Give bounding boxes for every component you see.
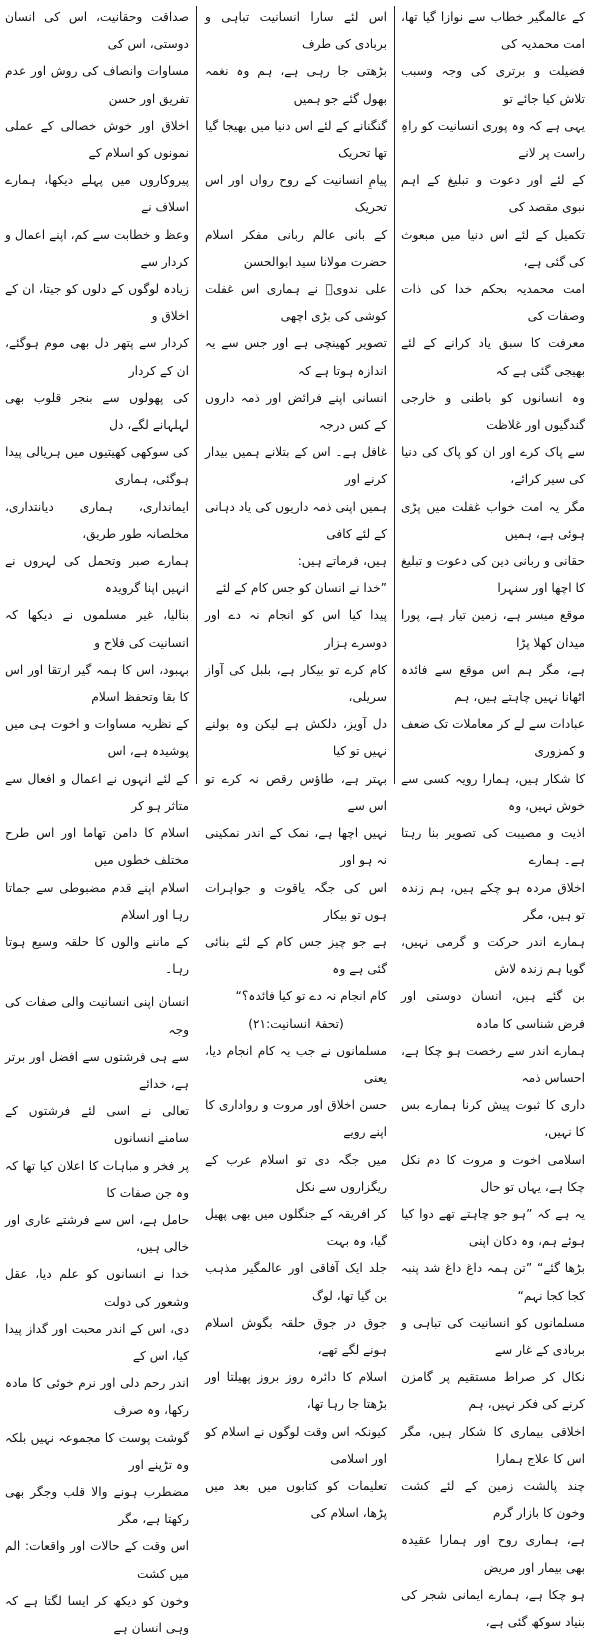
paragraph: کے عالمگیر خطاب سے نوازا گیا تھا، امت محمدیہ کی فضیلت و برتری کی وجہ وسبب تلاش کیا جائے تو یہی ہے کہ وہ پوری انسانیت کو راہِ راست پر لانے کے لئے اور دعوت و تبلیغ کے اہم نبوی مقصد کی تکمیل کے لئے اس دنیا میں مبعوث کی گئی ہے، امت محمدیہ بحکم خدا کی ذات وصفات کی معرفت کا سبق یاد کرانے کے لئے بھیجی گئی ہے کہ وہ انسانوں کو باطنی و خارجی گندگیوں اور غلاظت سے پاک کرے اور ان کو پاک کی دنیا کی سیر کرائے، مگر یہ امت خواب غفلت میں پڑی ہوئی ہے، ہمیں حقانی و ربانی دین کی دعوت و تبلیغ کا اچھا اور سنہرا موقع میسر ہے، زمین تیار ہے، پورا میدان کھلا پڑا ہے، مگر ہم اس موقع سے فائدہ اٹھانا نہیں چاہتے ہیں، ہم عبادات سے لے کر معاملات تک ضعف و کمزوری کا شکار ہیں، ہمارا رویہ کسی سے خوش نہیں، وہ اذیت و مصیبت کی تصویر بنا رہتا ہے۔ ہمارے اخلاق مردہ ہو چکے ہیں، ہم زندہ تو ہیں، مگر ہمارے اندر حرکت و گرمی نہیں، گویا ہم زندہ لاش بن گئے ہیں، انسان دوستی اور فرض شناسی کا مادہ ہمارے اندر سے رخصت ہو چکا ہے، احساس ذمہ داری کا ثبوت پیش کرنا ہمارے بس کا نہیں، اسلامی اخوت و مروت کا دم نکل چکا ہے، یہاں تو حال یہ ہے کہ ”ہو جو چاہتے تھے دوا کیا ہوئے ہم، وہ دکان اپنی بڑھا گئے“ ”تن ہمہ داغ داغ شد پنبہ کجا کجا نہم“ مسلمانوں کو انسانیت کی تباہی و بربادی کے غار سے نکال کر صراط مستقیم پر گامزن کرنے کی فکر نہیں، ہم اخلاقی بیماری کا شکار ہیں، مگر اس کا علاج ہمارا چند پالشت زمین کے لئے کشت وخون کا بازار گرم ہے، ہماری روح اور ہمارا عقیدہ بھی بیمار اور مریض ہو چکا ہے، ہمارے ایمانی شجر کی بنیاد سوکھ گئی ہے، xyxy=(401,10,585,1629)
column-middle xyxy=(202,4,390,1521)
column-right xyxy=(398,4,588,1629)
column-divider xyxy=(394,6,395,784)
quote-citation: (تحفۂ انسانیت:۲۱) xyxy=(248,1016,344,1031)
paragraph: انسان اپنی انسانیت والی صفات کی وجہ سے ہی فرشتوں سے افضل اور برتر ہے، خدائے تعالی نے اسی لئے فرشتوں کے سامنے انسانوں پر فخر و مباہات کا اعلان کیا تھا کہ وہ جن صفات کا حامل ہے، اس سے فرشتے عاری اور خالی ہیں، خدا نے انسانوں کو علم دیا، عقل وشعور کی دولت دی، اس کے اندر محبت اور گداز پیدا کیا، اس کے اندر رحم دلی اور نرم خوئی کا مادہ رکھا، وہ صرف گوشت پوست کا مجموعہ نہیں بلکہ وہ تڑپنے اور مضطرب ہونے والا قلب وجگر بھی رکھتا ہے، مگر اس وقت کے حالات اور واقعات: الم میں کشت وخون کو دیکھ کر ایسا لگتا ہے کہ وہی انسان ہے xyxy=(5,995,189,1635)
column-left xyxy=(2,4,192,1635)
paragraph: مسلمانوں نے جب یہ کام انجام دیا، یعنی حسن اخلاق اور مروت و رواداری کا اپنے رویے میں جگہ دی تو اسلام عرب کے ریگزاروں سے نکل کر افریقہ کے جنگلوں میں بھی پھیل گیا، وہ بہت جلد ایک آفاقی اور عالمگیر مذہب بن گیا تھا، لوگ جوق در جوق حلقہ بگوش اسلام ہونے لگے تھے، اسلام کا دائرہ روز بروز پھیلتا اور بڑھتا جا رہا تھا، کیونکہ اس وقت لوگوں نے اسلام کو اور اسلامی تعلیمات کو کتابوں میں بعد میں پڑھا، اسلام کی xyxy=(205,1043,387,1521)
paragraph: صداقت وحقانیت، اس کی انسان دوستی، اس کی مساوات وانصاف کی روش اور عدم تفریق اور حسن اخلاق اور خوش خصالی کے عملی نمونوں کو اسلام کے پیروکاروں میں پہلے دیکھا، ہمارے اسلاف نے وعظ و خطابت سے کم، اپنے اعمال و کردار سے زیادہ لوگوں کے دلوں کو جیتا، ان کے اخلاق و کردار سے پتھر دل بھی موم ہوگئے، ان کے کردار کی پھولوں سے بنجر قلوب بھی لہلہانے لگے، دل کی سوکھی کھیتیوں میں ہریالی پیدا ہوگئی، ہماری ایمانداری، ہماری دیانتداری، مخلصانہ طور طریق، ہمارے صبر وتحمل کی لہروں نے انہیں اپنا گرویدہ بنالیا، غیر مسلموں نے دیکھا کہ انسانیت کی فلاح و بہبود، اس کا ہمہ گیر ارتقا اور اس کا بقا وتحفظ اسلام کے نظریہ مساوات و اخوت ہی میں پوشیدہ ہے، اس کے لئے انہوں نے اعمال و افعال سے متاثر ہو کر اسلام کا دامن تھاما اور اس طرح مختلف خطوں میں اسلام اپنے قدم مضبوطی سے جماتا رہا اور اسلام کے ماننے والوں کا حلقہ وسیع ہوتا رہا۔ xyxy=(5,10,189,977)
column-divider xyxy=(196,6,197,784)
paragraph: اس لئے سارا انسانیت تباہی و بربادی کی طرف بڑھتی جا رہی ہے، ہم وہ نغمہ بھول گئے جو ہمیں گنگنانے کے لئے اس دنیا میں بھیجا گیا تھا تحریک پیامِ انسانیت کے روح رواں اور اس تحریک کے بانی عالم ربانی مفکر اسلام حضرت مولانا سید ابوالحسن علی ندویؒ نے ہماری اس غفلت کوشی کی بڑی اچھی تصویر کھینچی ہے اور جس سے یہ اندازہ ہوتا ہے کہ انسانی اپنے فرائض اور ذمہ داروں کے کس درجہ غافل ہے۔ اس کے بتلانے ہمیں بیدار کرنے اور ہمیں اپنی ذمہ داریوں کی یاد دہانی کے لئے کافی ہیں، فرماتے ہیں: xyxy=(205,10,387,569)
block-quote: ”خدا نے انسان کو جس کام کے لئے پیدا کیا اس کو انجام نہ دے اور دوسرے ہزار کام کرے تو بیکار ہے، بلبل کی آواز سریلی، دل آویز، دلکش ہے لیکن وہ بولنے نہیں تو کیا بہتر ہے، طاؤس رقص نہ کرے تو اس سے نہیں اچھا ہے، نمک کے اندر نمکینی نہ ہو اور اس کی جگہ یاقوت و جواہرات ہوں تو بیکار ہے جو چیز جس کام کے لئے بنائی گئی ہے وہ کام انجام نہ دے تو کیا فائدہ؟“ xyxy=(205,581,387,1004)
